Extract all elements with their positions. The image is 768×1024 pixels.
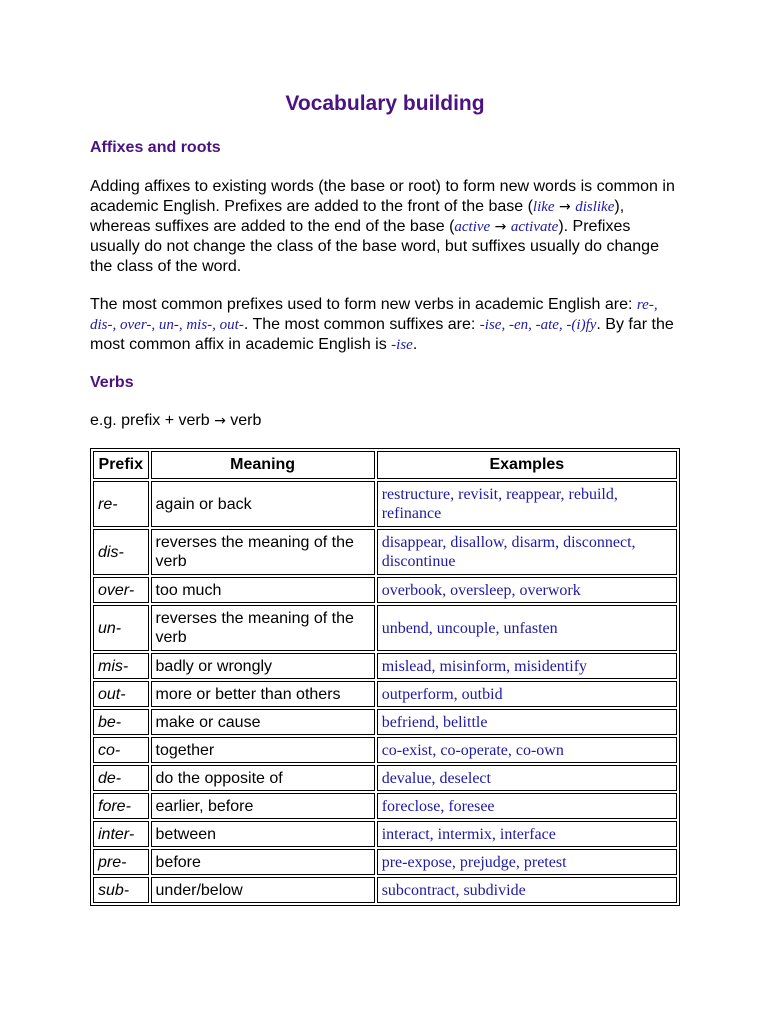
examples-cell: interact, intermix, interface: [377, 821, 677, 847]
prefix-cell: dis-: [93, 529, 149, 575]
table-row: [93, 821, 677, 847]
prefix-cell: pre-: [93, 849, 149, 875]
examples-cell: subcontract, subdivide: [377, 877, 677, 903]
table-row: [93, 653, 677, 679]
example-activate: activate: [510, 219, 559, 235]
para1-text-2: ), whereas suffixes are added to the end of the base (: [90, 198, 625, 235]
prefix-cell: re-: [93, 481, 149, 527]
meaning-cell: reverses the meaning of the verb: [151, 605, 375, 651]
prefix-cell: be-: [93, 709, 149, 735]
meaning-cell: do the opposite of: [151, 765, 375, 791]
affixes-paragraph-1: [90, 177, 680, 277]
table-row: [93, 605, 677, 651]
table-row: [93, 849, 677, 875]
example-dislike: dislike: [575, 199, 615, 215]
meaning-cell: earlier, before: [151, 793, 375, 819]
examples-cell: outperform, outbid: [377, 681, 677, 707]
table-row: [93, 877, 677, 903]
formula-text: e.g. prefix + verb: [90, 412, 215, 429]
table-row: [93, 529, 677, 575]
examples-cell: disappear, disallow, disarm, disconnect, discontinue: [377, 529, 677, 575]
header-prefix: Prefix: [93, 451, 149, 479]
examples-cell: foreclose, foresee: [377, 793, 677, 819]
examples-cell: pre-expose, prejudge, pretest: [377, 849, 677, 875]
right-arrow-icon: →: [559, 199, 571, 215]
prefix-cell: un-: [93, 605, 149, 651]
meaning-cell: together: [151, 737, 375, 763]
prefix-cell: inter-: [93, 821, 149, 847]
para2-text-3: . By far the most common affix in academic English is: [90, 316, 674, 353]
header-examples: Examples: [377, 451, 677, 479]
meaning-cell: before: [151, 849, 375, 875]
examples-cell: devalue, deselect: [377, 765, 677, 791]
section-heading-affixes: Affixes and roots: [90, 139, 221, 156]
example-prefix-list: re-, dis-, over-, un-, mis-, out-: [90, 297, 658, 333]
meaning-cell: too much: [151, 577, 375, 603]
prefix-table: [90, 448, 680, 906]
prefix-cell: de-: [93, 765, 149, 791]
examples-cell: overbook, oversleep, overwork: [377, 577, 677, 603]
prefix-cell: co-: [93, 737, 149, 763]
table-row: [93, 765, 677, 791]
page-title: Vocabulary building: [285, 92, 485, 115]
para2-text-4: .: [412, 336, 418, 353]
prefix-cell: over-: [93, 577, 149, 603]
table-row: [93, 481, 677, 527]
table-row: [93, 737, 677, 763]
table-row: [93, 577, 677, 603]
para2-text-1: The most common prefixes used to form new verbs in academic English are:: [90, 296, 637, 313]
affixes-paragraph-2: [90, 295, 680, 355]
right-arrow-icon: →: [494, 219, 507, 235]
meaning-cell: make or cause: [151, 709, 375, 735]
table-header-row: [93, 451, 677, 479]
example-like: like: [532, 199, 555, 215]
table-row: [93, 793, 677, 819]
section-heading-verbs: Verbs: [90, 374, 134, 391]
meaning-cell: under/below: [151, 877, 375, 903]
examples-cell: mislead, misinform, misidentify: [377, 653, 677, 679]
example-suffix-list: -ise, -en, -ate, -(i)fy: [479, 317, 597, 333]
prefix-cell: sub-: [93, 877, 149, 903]
para2-text-2: . The most common suffixes are:: [243, 316, 480, 333]
examples-cell: restructure, revisit, reappear, rebuild, refinance: [377, 481, 677, 527]
header-meaning: Meaning: [151, 451, 375, 479]
examples-cell: co-exist, co-operate, co-own: [377, 737, 677, 763]
prefix-cell: fore-: [93, 793, 149, 819]
para1-text-1: Adding affixes to existing words (the base or root) to form new words is common in academic English. Prefixes are added to the front of the base (: [90, 178, 675, 215]
prefix-cell: out-: [93, 681, 149, 707]
example-active: active: [454, 219, 491, 235]
meaning-cell: more or better than others: [151, 681, 375, 707]
examples-cell: unbend, uncouple, unfasten: [377, 605, 677, 651]
right-arrow-icon: →: [214, 413, 226, 429]
meaning-cell: badly or wrongly: [151, 653, 375, 679]
example-ise: -ise: [391, 337, 413, 353]
verb-formula: [90, 411, 680, 431]
meaning-cell: reverses the meaning of the verb: [151, 529, 375, 575]
meaning-cell: again or back: [151, 481, 375, 527]
table-row: [93, 709, 677, 735]
para1-text-3: ). Prefixes usually do not change the class of the base word, but suffixes usually do change the class of the word.: [90, 218, 659, 275]
prefix-cell: mis-: [93, 653, 149, 679]
formula-result: verb: [225, 412, 262, 429]
meaning-cell: between: [151, 821, 375, 847]
examples-cell: befriend, belittle: [377, 709, 677, 735]
table-row: [93, 681, 677, 707]
